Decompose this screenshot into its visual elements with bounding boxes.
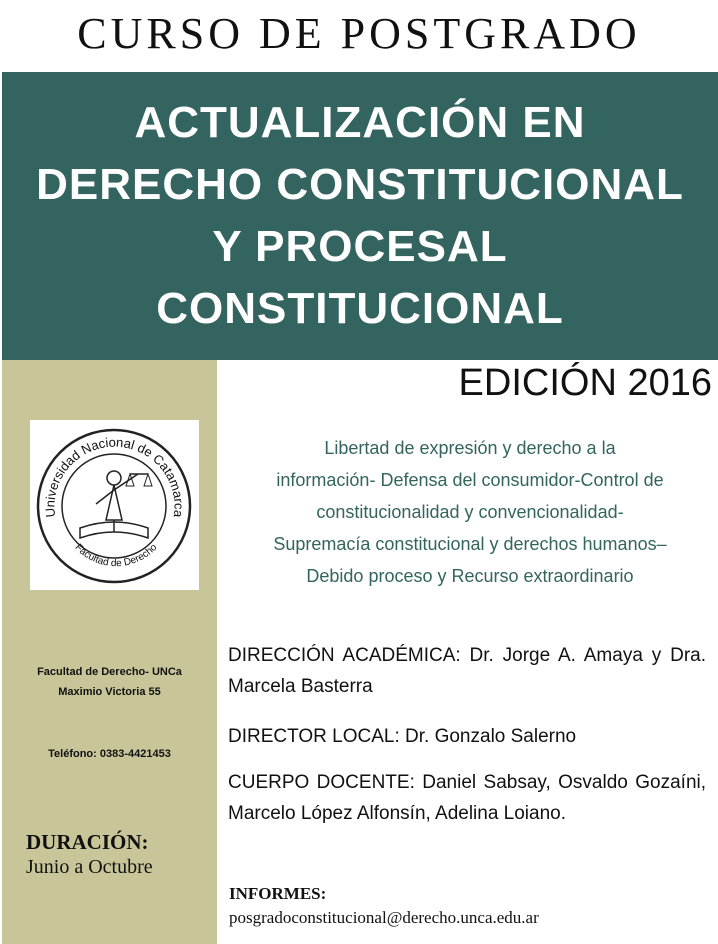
logo-ring-text: Universidad Nacional de Catamarca: [42, 434, 187, 519]
topic-line: Supremacía constitucional y derechos humanos–: [273, 534, 667, 554]
faculty-name: Facultad de Derecho- UNCa: [37, 666, 182, 678]
local-director: [228, 721, 706, 752]
sidebar: [2, 360, 217, 944]
university-logo: [30, 420, 199, 590]
topic-line: Debido proceso y Recurso extraordinario: [306, 566, 634, 586]
teaching-staff-label: CUERPO DOCENTE:: [228, 772, 415, 793]
topics-list: [226, 432, 714, 592]
local-director-label: DIRECTOR LOCAL:: [228, 726, 400, 747]
edition-label: EDICIÓN 2016: [458, 362, 712, 404]
title-banner: [2, 72, 718, 360]
street-address: Maximio Victoria 55: [58, 686, 161, 698]
academic-direction-label: DIRECCIÓN ACADÉMICA:: [228, 645, 461, 666]
informes-label: INFORMES:: [229, 884, 327, 903]
teaching-staff-value: Daniel Sabsay, Osvaldo Gozaíni, Marcelo López Alfonsín, Adelina Loiano.: [228, 772, 707, 824]
topic-line: Libertad de expresión y derecho a la: [324, 438, 616, 458]
title-line: ACTUALIZACIÓN EN: [134, 98, 586, 147]
contact-email: posgradoconstitucional@derecho.unca.edu.ar: [229, 908, 539, 927]
duration-label: DURACIÓN:: [26, 830, 149, 854]
faculty-address: [2, 662, 217, 702]
academic-direction: [228, 640, 706, 702]
title-line: Y PROCESAL: [212, 222, 508, 271]
phone-number: Teléfono: 0383-4421453: [48, 748, 171, 760]
teaching-staff: [228, 767, 706, 829]
title-line: CONSTITUCIONAL: [156, 284, 564, 333]
course-type-heading: CURSO DE POSTGRADO: [77, 9, 641, 58]
title-line: DERECHO CONSTITUCIONAL: [36, 160, 684, 209]
duration-value: Junio a Octubre: [26, 856, 153, 878]
topic-line: constitucionalidad y convencionalidad-: [316, 502, 624, 522]
topic-line: información- Defensa del consumidor-Control de: [276, 470, 664, 490]
logo-bottom-text: Facultad de Derecho: [72, 542, 160, 570]
academic-direction-value: Dr. Jorge A. Amaya y Dra. Marcela Basterra: [228, 645, 706, 697]
local-director-value: Dr. Gonzalo Salerno: [405, 726, 577, 747]
